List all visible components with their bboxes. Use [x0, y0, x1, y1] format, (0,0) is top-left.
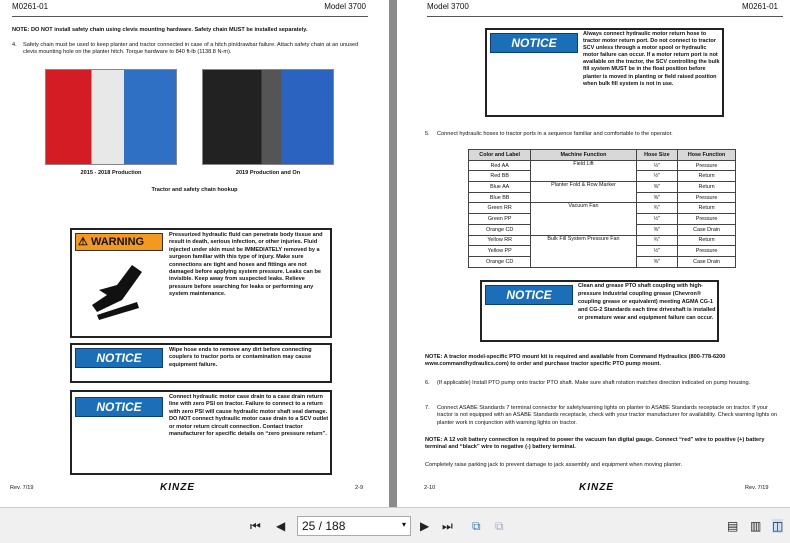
- figure-title: Tractor and safety chain hookup: [151, 187, 238, 193]
- notice-label: NOTICE: [490, 33, 578, 53]
- two-page-view-icon[interactable]: ◫: [772, 519, 784, 533]
- notice-text: Clean and grease PTO shaft coupling with high-pressure industrial coupling grease (Chevron® coupling grease or equivalent) meeting AGMA CG-1 and CG-2 Standards each time driveshaft is installed or premature wear and equipment failure can occur.: [578, 283, 716, 321]
- notice-label: NOTICE: [75, 397, 163, 417]
- step-6-text: (If applicable) Install PTO pump onto tractor PTO shaft. Make sure shaft rotation matches direction indicated on pump housing.: [437, 380, 751, 386]
- chevron-down-icon[interactable]: ▾: [401, 520, 406, 529]
- table-row: [469, 160, 736, 171]
- continuous-view-icon[interactable]: ▥: [750, 519, 762, 533]
- step-number: 5.: [425, 131, 430, 137]
- table-cell: ½": [636, 246, 678, 257]
- hose-table: [468, 149, 736, 268]
- warning-label: [75, 233, 163, 251]
- table-row: [469, 203, 736, 214]
- notice-box: [480, 280, 719, 342]
- table-cell: Field Lift: [531, 160, 636, 181]
- table-cell: ½": [636, 160, 678, 171]
- table-cell: Blue BB: [469, 192, 531, 203]
- step-5-text: Connect hydraulic hoses to tractor ports in a sequence familiar and comfortable to the operator.: [437, 131, 673, 137]
- column-header: Hose Size: [636, 150, 678, 161]
- viewer-toolbar: [0, 507, 790, 543]
- table-cell: ¾": [636, 203, 678, 214]
- revision: Rev. 7/19: [745, 485, 769, 491]
- table-cell: Red AA: [469, 160, 531, 171]
- notice-box: [70, 343, 332, 383]
- model-title: Model 3700: [427, 2, 469, 11]
- first-page-icon[interactable]: ⏮: [250, 519, 261, 533]
- previous-view-icon[interactable]: ⧉: [472, 519, 481, 533]
- page-number-value: 25 / 188: [302, 519, 346, 533]
- next-view-icon[interactable]: ⧉: [495, 519, 504, 533]
- step-number: 4.: [12, 42, 17, 48]
- step-4-text: Safety chain must be used to keep planter and tractor connected in case of a hitch pin/drawbar failure. Attach safety chain at an unused clevis mounting hole on the planter hitch. Torque hardware to 840 ft-lb (1138.8 N-m).: [23, 42, 359, 56]
- table-cell: Orange CD: [469, 256, 531, 267]
- photo-2019-hitch: [202, 69, 334, 165]
- notice-text: Wipe hose ends to remove any dirt before connecting couplers to tractor ports or contamination may cause equipment failure.: [169, 347, 312, 368]
- right-page: [397, 0, 790, 507]
- table-cell: Bulk Fill System Pressure Fan: [531, 235, 636, 267]
- table-cell: Return: [678, 203, 736, 214]
- doc-id: M0261-01: [12, 2, 49, 11]
- hand-injection-icon: [87, 260, 147, 320]
- table-cell: ½": [636, 171, 678, 182]
- step-number: 7.: [425, 405, 430, 411]
- table-cell: Case Drain: [678, 224, 736, 235]
- caption-2019: 2019 Production and On: [235, 170, 301, 176]
- table-cell: Pressure: [678, 246, 736, 257]
- kinze-logo: KINZE: [160, 482, 195, 493]
- warning-label-text: WARNING: [90, 236, 145, 248]
- table-cell: ¾": [636, 235, 678, 246]
- table-cell: ⅜": [636, 224, 678, 235]
- previous-page-icon[interactable]: ◀: [276, 519, 286, 533]
- table-cell: Pressure: [678, 192, 736, 203]
- notice-text: Connect hydraulic motor case drain to a case drain return line with zero PSI on tractor. Failure to connect to a return with zero PSI will cause hydraulic motor shaft seal damage. DO NOT connect hydraulic motor case drain to a SCV outlet or motor return circuit connection. Contact tractor manufacturer for specific details on “zero pressure return”.: [169, 394, 329, 438]
- table-cell: Yellow PP: [469, 246, 531, 257]
- table-cell: ⅜": [636, 256, 678, 267]
- warning-box: [70, 228, 332, 338]
- next-page-icon[interactable]: ▶: [420, 519, 430, 533]
- caption-2015-2018: 2015 - 2018 Production: [80, 170, 142, 176]
- table-cell: Pressure: [678, 160, 736, 171]
- table-cell: Green RR: [469, 203, 531, 214]
- notice-label: NOTICE: [485, 285, 573, 305]
- note: NOTE: DO NOT install safety chain using clevis mounting hardware. Safety chain MUST be installed separately.: [12, 27, 308, 33]
- notice-box: [485, 28, 724, 117]
- warning-triangle-icon: ⚠: [78, 236, 88, 248]
- single-page-view-icon[interactable]: ▤: [727, 519, 739, 533]
- notice-text: Always connect hydraulic motor return hose to tractor motor return port. Do not connect to tractor SCV unless through a motor spool or hydraulic motor failure can occur. If a motor return port is not available on the tractor, the SCV controlling the bulk fill system MUST be in the float position before planter is moved in planting or field raised position when bulk fill system is not in use.: [583, 31, 720, 87]
- table-cell: ½": [636, 214, 678, 225]
- warning-text: Pressurized hydraulic fluid can penetrate body tissue and result in death, serious infection, or other injuries. Fluid injected under skin must be IMMEDIATELY removed by a surgeon familiar with this type of injury. Make sure connections are tight and hoses and fittings are not damaged before applying system pressure. Leaks can be invisible. Keep away from suspected leaks. Relieve pressure before searching for leaks or performing any system maintenance.: [169, 232, 323, 298]
- note-battery: NOTE: A 12 volt battery connection is required to power the vacuum fan digital gauge. Connect “red” wire to positive (+) battery terminal and “black” wire to negative (-) battery terminal.: [425, 437, 765, 451]
- kinze-logo: KINZE: [579, 482, 614, 493]
- table-cell: Vacuum Fan: [531, 203, 636, 235]
- page-number: 2-10: [424, 485, 436, 491]
- final-instruction: Completely raise parking jack to prevent damage to jack assembly and equipment when moving planter.: [425, 462, 683, 468]
- table-cell: Yellow RR: [469, 235, 531, 246]
- revision: Rev. 7/19: [10, 485, 34, 491]
- step-7-text: Connect ASABE Standards 7 terminal connector for safety/warning lights on planter to ASABE Standards receptacle on tractor. If your tractor is not equipped with an ASABE Standards receptacle, check with your tractor manufacturer for availability. Check warning lights on planter work in conjunction with warning lights on tractor.: [437, 405, 778, 426]
- table-cell: Blue AA: [469, 182, 531, 193]
- table-cell: ⅜": [636, 182, 678, 193]
- table-cell: Return: [678, 182, 736, 193]
- step-number: 6.: [425, 380, 430, 386]
- table-cell: Case Drain: [678, 256, 736, 267]
- header-rule: [12, 16, 368, 17]
- table-cell: Planter Fold & Row Marker: [531, 182, 636, 203]
- notice-label: NOTICE: [75, 348, 163, 368]
- model-title: Model 3700: [324, 2, 366, 11]
- column-header: Color and Label: [469, 150, 531, 161]
- table-cell: Pressure: [678, 214, 736, 225]
- table-cell: Orange CD: [469, 224, 531, 235]
- photo-2015-2018-hitch: [45, 69, 177, 165]
- table-row: [469, 182, 736, 193]
- page-number: 2-9: [355, 485, 364, 491]
- table-cell: Return: [678, 171, 736, 182]
- doc-id: M0261-01: [741, 2, 778, 11]
- page-number-select[interactable]: [297, 516, 411, 536]
- column-header: Hose Function: [678, 150, 736, 161]
- table-row: [469, 235, 736, 246]
- table-cell: ⅜": [636, 192, 678, 203]
- column-header: Machine Function: [531, 150, 636, 161]
- left-page: [0, 0, 389, 507]
- notice-box: [70, 390, 332, 475]
- note-pto-mount: NOTE: A tractor model-specific PTO mount kit is required and available from Command Hydraulics (800-778-6200 www.commandhydraulics.com) to order and purchase tractor specific PTO pump mount.: [425, 354, 726, 368]
- header-rule: [427, 16, 783, 17]
- last-page-icon[interactable]: ⏭: [442, 519, 453, 533]
- table-cell: Green PP: [469, 214, 531, 225]
- table-cell: Return: [678, 235, 736, 246]
- table-cell: Red BB: [469, 171, 531, 182]
